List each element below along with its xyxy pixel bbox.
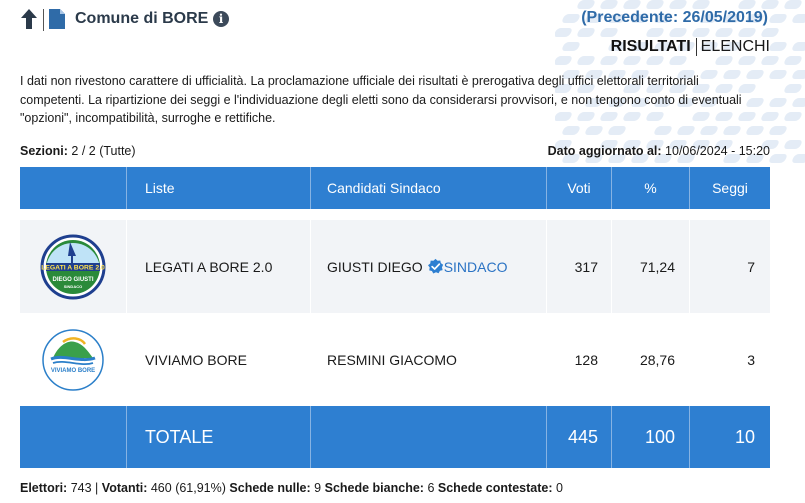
check-badge-icon: [427, 258, 444, 275]
bianche-label: Schede bianche:: [324, 481, 424, 495]
contestate-value: 0: [555, 481, 563, 495]
update-value: 10/06/2024 - 15:20: [665, 144, 770, 158]
pattern-tile: [768, 14, 788, 23]
total-percent: 100: [611, 406, 689, 468]
pattern-tile: [576, 56, 596, 65]
table-header: [20, 167, 770, 209]
pattern-tile: [791, 154, 805, 163]
pattern-tile: [783, 112, 803, 121]
votanti-label: Votanti:: [101, 481, 148, 495]
elettori-label: Elettori:: [20, 481, 68, 495]
page-title: Comune di BORE: [75, 10, 209, 27]
pattern-tile: [768, 154, 788, 163]
pattern-tile: [783, 84, 803, 93]
list-logo: [20, 220, 126, 313]
view-tabs: [611, 38, 770, 56]
pattern-tile: [599, 56, 619, 65]
sezioni-value: 2 / 2 (Tutte): [71, 144, 136, 158]
total-candidate-cell: [310, 406, 546, 468]
pattern-tile: [668, 56, 688, 65]
votes-value: 317: [546, 220, 611, 313]
pattern-tile: [768, 42, 788, 51]
seats-value: 7: [689, 220, 770, 313]
sezioni-info: [20, 144, 136, 158]
logo-text: VIVIAMO BORE: [50, 367, 96, 374]
results-table: [20, 167, 770, 468]
header-candidati: Candidati Sindaco: [310, 167, 546, 209]
pattern-tile: [791, 14, 805, 23]
candidate-name: RESMINI GIACOMO: [327, 351, 457, 368]
pattern-tile: [768, 126, 788, 135]
document-icon[interactable]: [48, 8, 66, 30]
list-name: LEGATI A BORE 2.0: [126, 220, 310, 313]
total-row: [20, 406, 770, 468]
nulle-value: 9: [314, 481, 322, 495]
logo-text-3: SINDACO: [63, 283, 83, 289]
pattern-tile: [783, 56, 803, 65]
pattern-tile: [791, 42, 805, 51]
list-logo: [20, 313, 126, 406]
header-divider: [43, 9, 44, 31]
header-liste: Liste: [126, 167, 310, 209]
candidate-cell: [310, 313, 546, 406]
total-votes: 445: [546, 406, 611, 468]
pattern-tile: [645, 56, 665, 65]
page-header: [20, 5, 770, 35]
status-row: [20, 144, 770, 158]
pattern-tile: [737, 56, 757, 65]
percent-value: 28,76: [611, 313, 689, 406]
logo-text-1: LEGATI A BORE 2.0: [41, 264, 105, 271]
table-row: [20, 220, 770, 313]
header-percent: %: [611, 167, 689, 209]
bianche-value: 6: [427, 481, 435, 495]
candidate-cell: [310, 220, 546, 313]
pattern-tile: [760, 56, 780, 65]
update-info: [548, 144, 770, 158]
candidate-name: GIUSTI DIEGO: [327, 258, 423, 275]
contestate-label: Schede contestate:: [437, 481, 553, 495]
previous-election-link[interactable]: (Precedente: 26/05/2019): [581, 9, 768, 26]
sezioni-label: Sezioni:: [20, 144, 68, 158]
update-label: Dato aggiornato al:: [547, 144, 662, 158]
percent-value: 71,24: [611, 220, 689, 313]
pattern-tile: [768, 98, 788, 107]
total-label: TOTALE: [126, 406, 310, 468]
tab-elenchi[interactable]: ELENCHI: [700, 38, 770, 55]
total-logo-cell: [20, 406, 126, 468]
pattern-tile: [622, 56, 642, 65]
votes-value: 128: [546, 313, 611, 406]
header-logo-cell: [20, 167, 126, 209]
sindaco-badge: SINDACO: [443, 258, 508, 275]
disclaimer-text: I dati non rivestono carattere di ufficialità. La proclamazione ufficiale dei risultati è prerogativa degli uffici elettorali territoriali competenti. La ripartizione dei seggi e l'individuazione degli eletti sono da considerarsi provvisori, e non tengono conto di eventuali "opzioni", incompatibilità, surroghe e rettifiche.: [20, 74, 742, 125]
pattern-tile: [791, 98, 805, 107]
votanti-value: 460 (61,91%): [150, 481, 226, 495]
total-seats: 10: [689, 406, 770, 468]
seats-value: 3: [689, 313, 770, 406]
turnout-summary: Elettori: 743 | Votanti: 460 (61,91%) Schede nulle: 9 Schede bianche: 6 Schede contestate: 0: [20, 481, 563, 495]
pattern-tile: [783, 0, 803, 9]
table-row: [20, 313, 770, 406]
header-seggi: Seggi: [689, 167, 770, 209]
elettori-value: 743: [70, 481, 92, 495]
pattern-tile: [768, 70, 788, 79]
pattern-tile: [791, 70, 805, 79]
pattern-tile: [561, 42, 581, 51]
tab-risultati[interactable]: RISULTATI: [611, 38, 697, 56]
list-name: VIVIAMO BORE: [126, 313, 310, 406]
viviamo-bore-logo: [41, 328, 105, 392]
arrow-up-icon[interactable]: [20, 7, 38, 31]
pattern-tile: [783, 140, 803, 149]
header-voti: Voti: [546, 167, 611, 209]
pattern-tile: [714, 56, 734, 65]
info-icon[interactable]: i: [213, 11, 229, 27]
logo-text-2: DIEGO GIUSTI: [52, 276, 94, 283]
nulle-label: Schede nulle:: [229, 481, 311, 495]
pattern-tile: [555, 56, 573, 65]
legati-a-bore-logo: [40, 234, 106, 300]
